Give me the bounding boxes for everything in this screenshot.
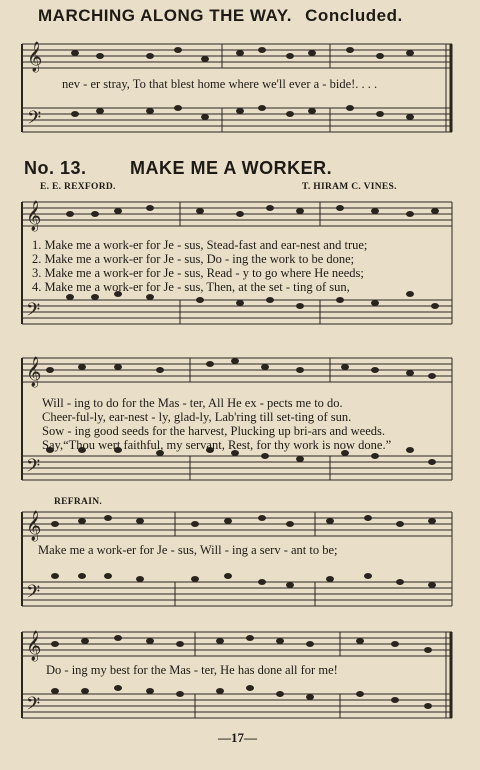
svg-text:𝄞: 𝄞	[26, 201, 42, 231]
verse-4-line-1: 4. Make me a work-er for Je - sus, Then, at the set - ting of sun,	[32, 280, 350, 294]
svg-text:𝄞: 𝄞	[26, 631, 42, 661]
verse-1-line-1: 1. Make me a work-er for Je - sus, Stead-fast and ear-nest and true;	[32, 238, 368, 252]
author-credit: E. E. REXFORD.	[40, 182, 116, 192]
section-title	[38, 6, 403, 26]
verse-1-line-2: Will - ing to do for the Mas - ter, All He ex - pects me to do.	[42, 396, 343, 410]
refrain-label: REFRAIN.	[54, 497, 103, 507]
verse-3-line-1: 3. Make me a work-er for Je - sus, Read - y to go where He needs;	[32, 266, 364, 280]
verse-2-line-1: 2. Make me a work-er for Je - sus, Do - ing the work to be done;	[32, 252, 355, 266]
page-number: —17—	[218, 730, 257, 745]
song-title-continued: MARCHING ALONG THE WAY.	[38, 6, 292, 25]
composer-credit: T. HIRAM C. VINES.	[302, 182, 397, 192]
music-staff-system-4	[0, 506, 480, 616]
concluded-label: Concluded.	[305, 6, 403, 25]
verse-4-line-2: Say,“Thou wert faithful, my servant, Rest, for thy work is now done.”	[42, 438, 392, 452]
refrain-line-2: Do - ing my best for the Mas - ter, He has done all for me!	[46, 663, 338, 677]
verse-3-line-2: Sow - ing good seeds for the harvest, Plucking up bri-ars and weeds.	[42, 424, 385, 438]
hymn-title: MAKE ME A WORKER.	[130, 158, 333, 178]
svg-text:𝄞: 𝄞	[26, 357, 42, 387]
svg-text:𝄢: 𝄢	[26, 582, 41, 607]
refrain-line-1: Make me a work-er for Je - sus, Will - ing a serv - ant to be;	[38, 543, 338, 557]
verse-2-line-2: Cheer-ful-ly, ear-nest - ly, glad-ly, Lab'ring till set-ting of sun.	[42, 410, 352, 424]
hymn-number: No. 13.	[24, 158, 87, 178]
svg-text:𝄢: 𝄢	[26, 300, 41, 325]
svg-text:𝄢: 𝄢	[27, 108, 42, 133]
svg-text:𝄞: 𝄞	[26, 511, 42, 541]
svg-text:𝄢: 𝄢	[26, 694, 41, 719]
svg-text:𝄢: 𝄢	[26, 456, 41, 481]
svg-text:𝄞: 𝄞	[27, 42, 43, 72]
hymn1-lyric-line: nev - er stray, To that blest home where we'll ever a - bide!. . . .	[62, 77, 378, 91]
